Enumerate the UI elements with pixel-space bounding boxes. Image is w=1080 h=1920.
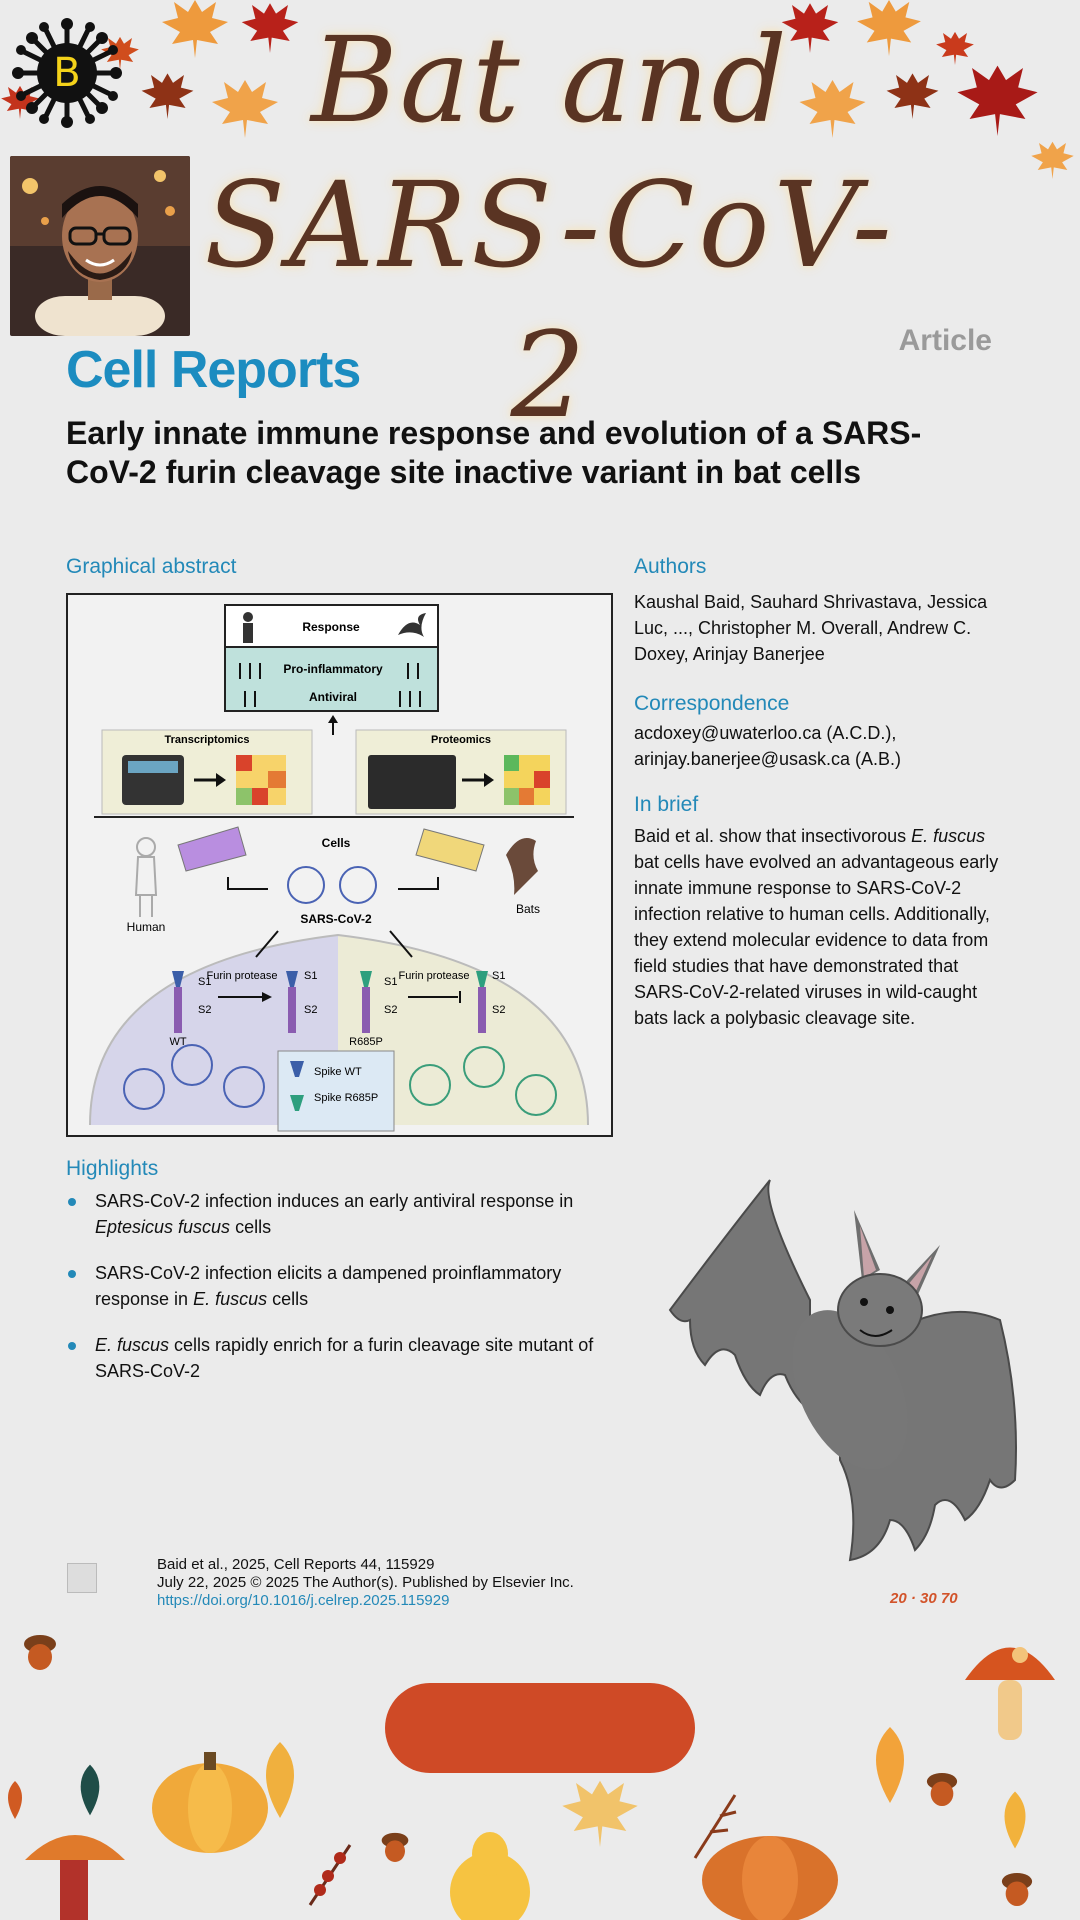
correspondence-email-1[interactable]: acdoxey@uwaterloo.ca (A.C.D.), [634, 723, 897, 743]
leaf-icon [250, 1740, 310, 1820]
correspondence-email-2[interactable]: arinjay.banerjee@usask.ca (A.B.) [634, 749, 902, 769]
title-line-2: SARS-CoV-2 [204, 156, 896, 444]
maple-leaf-icon [140, 72, 195, 122]
journal-name: Cell Reports [66, 341, 361, 399]
ga-proteomics-label: Proteomics [431, 734, 491, 746]
ga-proinflammatory-label: Pro-inflammatory [283, 662, 383, 676]
ga-s1-label: S1 [492, 970, 506, 982]
culture-flask-icon [178, 827, 246, 871]
ga-r685p-label: R685P [349, 1036, 383, 1048]
mushroom-icon [20, 1820, 130, 1920]
ga-legend-wt: Spike WT [314, 1066, 362, 1078]
article-type-label: Article [898, 324, 992, 357]
ga-furin-label: Furin protease [206, 970, 278, 982]
paper-title: Early innate immune response and evolution of a SARS-CoV-2 furin cleavage site inactive variant in bat cells [66, 415, 922, 490]
heatmap-icon [236, 755, 286, 805]
ga-legend-mut: Spike R685P [314, 1092, 379, 1104]
ga-s2-label: S2 [492, 1004, 506, 1016]
twig-icon [690, 1790, 740, 1860]
leaf-icon [990, 1790, 1040, 1850]
ga-s2-label: S2 [384, 1004, 398, 1016]
citation-line-1: Baid et al., 2025, Cell Reports 44, 115929 [157, 1556, 435, 1573]
ga-s2-label: S2 [304, 1004, 318, 1016]
graphical-abstract-diagram [68, 595, 611, 1135]
highlight-item: SARS-CoV-2 infection induces an early antiviral response in Eptesicus fuscus cells [66, 1188, 626, 1240]
in-brief-body: bat cells have evolved an advantageous early innate immune response to SARS-CoV-2 infection relative to human cells. Additionally, they extend molecular evidence to data from field studies that have demonstrated that SARS-CoV-2-related viruses in wild-caught bats lack a polybasic cleavage site. [634, 852, 999, 1028]
bat-icon [650, 1160, 1040, 1580]
virus-logo-icon [12, 18, 122, 128]
citation [157, 1556, 574, 1610]
ga-s1-label: S1 [198, 976, 212, 988]
human-silhouette-icon [243, 612, 253, 643]
citation-line-2: July 22, 2025 © 2025 The Author(s). Published by Elsevier Inc. [157, 1574, 574, 1591]
acorn-icon [380, 1830, 410, 1864]
acorn-icon [22, 1632, 58, 1672]
highlights-list [66, 1188, 626, 1404]
human-figure-icon [136, 838, 156, 917]
culture-flask-icon [416, 829, 484, 871]
in-brief-heading: In brief [634, 793, 699, 816]
ga-bats-label: Bats [515, 902, 541, 916]
authors-list: Kaushal Baid, Sauhard Shrivastava, Jessica Luc, ..., Christopher M. Overall, Andrew C. Doxey, Arinjay Banerjee [634, 592, 988, 664]
berries-icon [300, 1840, 360, 1910]
virus-particle-icon [288, 867, 376, 903]
bat-illustration [650, 1160, 1040, 1580]
highlight-item: E. fuscus cells rapidly enrich for a furin cleavage site mutant of SARS-CoV-2 [66, 1332, 626, 1384]
maple-leaf-icon [560, 1780, 640, 1850]
maple-leaf-icon [1030, 140, 1075, 182]
leaf-icon [70, 1760, 110, 1820]
elsevier-logo-icon [67, 1563, 97, 1593]
ga-cells-label: Cells [321, 836, 351, 850]
in-brief-intro: Baid et al. show that insectivorous [634, 826, 912, 846]
citation-badges [890, 1590, 958, 1607]
badge-text: 20 · 30 70 [890, 1590, 958, 1607]
acorn-icon [925, 1770, 959, 1808]
maple-leaf-icon [955, 62, 1040, 142]
mushroom-icon [960, 1625, 1060, 1760]
ga-s2-label: S2 [198, 1004, 212, 1016]
highlight-item: SARS-CoV-2 infection elicits a dampened proinflammatory response in E. fuscus cells [66, 1260, 626, 1312]
highlights-heading: Highlights [66, 1157, 159, 1180]
ga-virus-label: SARS-CoV-2 [300, 912, 372, 926]
ga-antiviral-label: Antiviral [308, 690, 358, 704]
presenter-avatar [10, 156, 190, 336]
leaf-icon [860, 1725, 920, 1805]
in-brief-species: E. fuscus [911, 826, 986, 846]
ga-response-label: Response [302, 620, 360, 634]
call-to-action-button[interactable] [385, 1683, 695, 1773]
mass-spectrometer-icon [368, 755, 456, 809]
title-line-1: Bat and [311, 11, 789, 149]
gourd-icon [440, 1830, 540, 1920]
in-brief-text [634, 823, 1004, 1031]
ga-furin-label: Furin protease [398, 970, 470, 982]
ga-wt-label: WT [169, 1036, 187, 1048]
heatmap-icon [504, 755, 550, 805]
ga-s1-label: S1 [384, 976, 398, 988]
bat-figure-icon [506, 838, 538, 895]
correspondence-heading: Correspondence [634, 692, 790, 715]
ga-transcriptomics-label: Transcriptomics [164, 734, 250, 746]
graphical-abstract [66, 593, 613, 1137]
doi-link[interactable]: https://doi.org/10.1016/j.celrep.2025.115929 [157, 1592, 450, 1609]
ga-s1-label: S1 [304, 970, 318, 982]
graphical-abstract-heading: Graphical abstract [66, 555, 237, 578]
authors-heading: Authors [634, 555, 707, 578]
acorn-icon [1000, 1870, 1034, 1908]
leaf-icon [0, 1780, 30, 1820]
correspondence [634, 720, 1014, 772]
logo-letter: B [37, 43, 97, 103]
avatar [10, 156, 190, 336]
ga-human-label: Human [126, 920, 166, 934]
